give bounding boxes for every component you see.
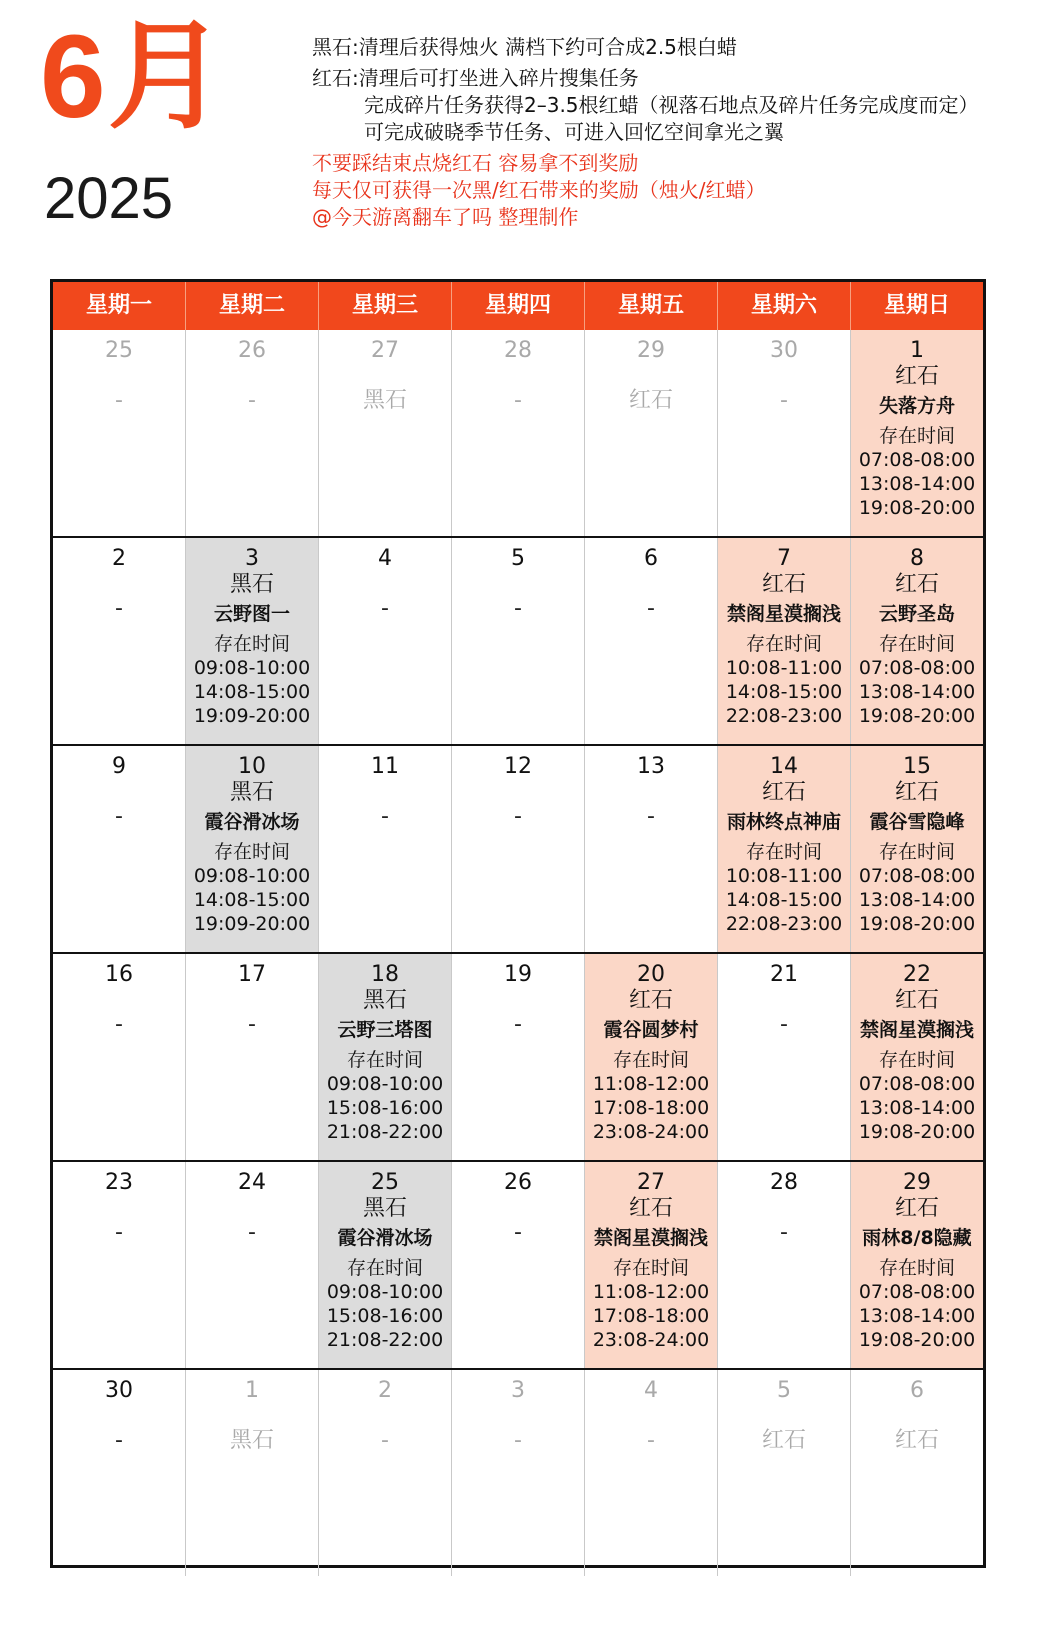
day-cell: [452, 330, 585, 536]
day-cell: [319, 1162, 452, 1368]
day-number: 8: [910, 546, 924, 571]
day-number: 16: [105, 962, 133, 987]
shard-type: 红石: [761, 572, 806, 597]
weekday-header: [53, 282, 983, 330]
day-cell: [186, 538, 319, 744]
empty-marker: -: [115, 1428, 123, 1453]
day-number: 25: [105, 338, 133, 363]
shard-type: 红石: [761, 1428, 806, 1453]
time-slot: 22:08-23:00: [725, 913, 843, 935]
note-red-stone-extra: 可完成破晓季节任务、可进入回忆空间拿光之翼: [364, 120, 784, 144]
shard-type: 红石: [894, 780, 939, 805]
weekday-label: 星期三: [319, 282, 452, 330]
time-slot: 15:08-16:00: [326, 1097, 444, 1119]
empty-marker: -: [115, 804, 123, 829]
shard-location: 霞谷滑冰场: [204, 811, 300, 833]
empty-marker: -: [514, 388, 522, 413]
day-cell: [585, 1370, 718, 1576]
day-cell: [53, 330, 186, 536]
day-cell: [718, 538, 851, 744]
weekday-label: 星期二: [186, 282, 319, 330]
day-number: 18: [371, 962, 399, 987]
day-cell: [585, 954, 718, 1160]
day-cell: [53, 954, 186, 1160]
day-number: 5: [511, 546, 525, 571]
day-cell: [851, 538, 983, 744]
day-number: 20: [637, 962, 665, 987]
day-number: 2: [112, 546, 126, 571]
weekday-label: 星期一: [53, 282, 186, 330]
empty-marker: -: [381, 804, 389, 829]
day-number: 1: [910, 338, 924, 363]
empty-marker: -: [248, 1220, 256, 1245]
shard-type: 黑石: [229, 572, 274, 597]
time-slot: 09:08-10:00: [326, 1073, 444, 1095]
time-label: 存在时间: [878, 1049, 955, 1071]
empty-marker: -: [381, 1428, 389, 1453]
empty-marker: -: [115, 1220, 123, 1245]
day-cell: [851, 1370, 983, 1576]
day-cell: [851, 330, 983, 536]
day-number: 19: [504, 962, 532, 987]
day-number: 22: [903, 962, 931, 987]
day-number: 27: [371, 338, 399, 363]
time-label: 存在时间: [878, 633, 955, 655]
shard-type: 红石: [628, 988, 673, 1013]
day-cell: [585, 538, 718, 744]
notes-block: [312, 34, 979, 231]
shard-location: 失落方舟: [878, 395, 955, 417]
empty-marker: -: [780, 1012, 788, 1037]
day-cell: [319, 746, 452, 952]
shard-type: 黑石: [229, 1428, 274, 1453]
shard-location: 云野图一: [213, 603, 290, 625]
time-slot: 15:08-16:00: [326, 1305, 444, 1327]
time-slot: 21:08-22:00: [326, 1121, 444, 1143]
day-number: 4: [644, 1378, 658, 1403]
shard-location: 禁阁星漠搁浅: [726, 603, 841, 625]
calendar-weeks: [53, 330, 983, 1576]
time-label: 存在时间: [213, 841, 290, 863]
time-slot: 09:08-10:00: [326, 1281, 444, 1303]
note-black-stone: 黑石:清理后获得烛火 满档下约可合成2.5根白蜡: [312, 35, 737, 59]
time-label: 存在时间: [612, 1257, 689, 1279]
day-number: 27: [637, 1170, 665, 1195]
time-slot: 10:08-11:00: [725, 657, 843, 679]
shard-type: 红石: [894, 1428, 939, 1453]
day-number: 28: [504, 338, 532, 363]
time-slot: 19:08-20:00: [858, 497, 976, 519]
time-slot: 22:08-23:00: [725, 705, 843, 727]
time-label: 存在时间: [878, 1257, 955, 1279]
time-slot: 23:08-24:00: [592, 1121, 710, 1143]
day-number: 26: [238, 338, 266, 363]
time-slot: 07:08-08:00: [858, 657, 976, 679]
day-number: 26: [504, 1170, 532, 1195]
shard-type: 红石: [761, 780, 806, 805]
shard-type: 黑石: [362, 1196, 407, 1221]
day-cell: [186, 1162, 319, 1368]
day-number: 23: [105, 1170, 133, 1195]
shard-type: 红石: [628, 388, 673, 413]
time-slot: 19:08-20:00: [858, 1329, 976, 1351]
time-label: 存在时间: [878, 425, 955, 447]
empty-marker: -: [647, 1428, 655, 1453]
note-red-stone: 红石:清理后可打坐进入碎片搜集任务: [312, 66, 639, 90]
time-label: 存在时间: [745, 841, 822, 863]
day-cell: [718, 1370, 851, 1576]
day-cell: [452, 746, 585, 952]
time-slot: 19:09-20:00: [193, 913, 311, 935]
shard-location: 霞谷雪隐峰: [869, 811, 965, 833]
day-number: 2: [378, 1378, 392, 1403]
calendar-week: [53, 1368, 983, 1576]
day-number: 17: [238, 962, 266, 987]
time-slot: 13:08-14:00: [858, 1305, 976, 1327]
shard-type: 红石: [894, 572, 939, 597]
day-cell: [452, 538, 585, 744]
day-number: 28: [770, 1170, 798, 1195]
day-cell: [53, 538, 186, 744]
time-label: 存在时间: [346, 1049, 423, 1071]
weekday-label: 星期五: [585, 282, 718, 330]
calendar-week: [53, 1160, 983, 1368]
day-number: 12: [504, 754, 532, 779]
time-label: 存在时间: [878, 841, 955, 863]
day-number: 6: [644, 546, 658, 571]
time-label: 存在时间: [612, 1049, 689, 1071]
time-slot: 11:08-12:00: [592, 1281, 710, 1303]
shard-type: 红石: [894, 1196, 939, 1221]
time-label: 存在时间: [745, 633, 822, 655]
day-cell: [452, 1370, 585, 1576]
note-credit: @今天游离翻车了吗 整理制作: [312, 205, 579, 229]
month-title: 6月: [40, 11, 228, 143]
note-warning: 不要踩结束点烧红石 容易拿不到奖励: [312, 151, 639, 175]
year-title: 2025: [44, 166, 174, 231]
empty-marker: -: [647, 804, 655, 829]
day-cell: [319, 1370, 452, 1576]
empty-marker: -: [115, 1012, 123, 1037]
time-slot: 19:08-20:00: [858, 705, 976, 727]
time-slot: 07:08-08:00: [858, 1073, 976, 1095]
time-slot: 14:08-15:00: [725, 681, 843, 703]
day-cell: [319, 538, 452, 744]
day-number: 7: [777, 546, 791, 571]
day-number: 3: [511, 1378, 525, 1403]
weekday-label: 星期六: [718, 282, 851, 330]
day-cell: [851, 746, 983, 952]
day-number: 30: [770, 338, 798, 363]
day-cell: [53, 1370, 186, 1576]
day-cell: [851, 1162, 983, 1368]
day-cell: [718, 330, 851, 536]
empty-marker: -: [514, 1012, 522, 1037]
day-number: 11: [371, 754, 399, 779]
empty-marker: -: [514, 804, 522, 829]
time-label: 存在时间: [346, 1257, 423, 1279]
shard-location: 雨林终点神庙: [726, 811, 841, 833]
day-number: 1: [245, 1378, 259, 1403]
note-red-stone-reward: 完成碎片任务获得2–3.5根红蜡（视落石地点及碎片任务完成度而定）: [364, 93, 979, 117]
shard-location: 云野三塔图: [337, 1019, 433, 1041]
day-number: 13: [637, 754, 665, 779]
note-daily-limit: 每天仅可获得一次黑/红石带来的奖励（烛火/红蜡）: [312, 178, 766, 202]
day-cell: [585, 746, 718, 952]
day-cell: [851, 954, 983, 1160]
time-slot: 14:08-15:00: [193, 889, 311, 911]
day-cell: [452, 1162, 585, 1368]
empty-marker: -: [115, 388, 123, 413]
empty-marker: -: [514, 1428, 522, 1453]
time-slot: 09:08-10:00: [193, 657, 311, 679]
day-number: 21: [770, 962, 798, 987]
empty-marker: -: [115, 596, 123, 621]
day-number: 4: [378, 546, 392, 571]
time-slot: 10:08-11:00: [725, 865, 843, 887]
empty-marker: -: [647, 596, 655, 621]
shard-location: 禁阁星漠搁浅: [593, 1227, 708, 1249]
time-slot: 21:08-22:00: [326, 1329, 444, 1351]
day-number: 6: [910, 1378, 924, 1403]
empty-marker: -: [248, 388, 256, 413]
shard-type: 黑石: [362, 988, 407, 1013]
shard-type: 红石: [894, 988, 939, 1013]
time-slot: 19:08-20:00: [858, 913, 976, 935]
day-cell: [53, 746, 186, 952]
calendar-week: [53, 536, 983, 744]
time-slot: 13:08-14:00: [858, 889, 976, 911]
day-number: 5: [777, 1378, 791, 1403]
weekday-label: 星期日: [883, 293, 950, 318]
time-slot: 07:08-08:00: [858, 1281, 976, 1303]
shard-type: 黑石: [229, 780, 274, 805]
day-cell: [186, 1370, 319, 1576]
day-number: 24: [238, 1170, 266, 1195]
time-slot: 23:08-24:00: [592, 1329, 710, 1351]
empty-marker: -: [514, 1220, 522, 1245]
calendar-week: [53, 330, 983, 536]
day-cell: [319, 954, 452, 1160]
day-number: 29: [637, 338, 665, 363]
day-cell: [319, 330, 452, 536]
time-slot: 07:08-08:00: [858, 449, 976, 471]
shard-type: 红石: [628, 1196, 673, 1221]
day-number: 29: [903, 1170, 931, 1195]
day-number: 25: [371, 1170, 399, 1195]
day-number: 3: [245, 546, 259, 571]
shard-location: 禁阁星漠搁浅: [859, 1019, 974, 1041]
empty-marker: -: [780, 388, 788, 413]
day-cell: [585, 1162, 718, 1368]
day-number: 10: [238, 754, 266, 779]
empty-marker: -: [514, 596, 522, 621]
shard-type: 红石: [894, 364, 939, 389]
day-number: 9: [112, 754, 126, 779]
empty-marker: -: [248, 1012, 256, 1037]
time-slot: 17:08-18:00: [592, 1305, 710, 1327]
weekday-label: 星期四: [452, 282, 585, 330]
day-cell: [452, 954, 585, 1160]
time-label: 存在时间: [213, 633, 290, 655]
time-slot: 19:08-20:00: [858, 1121, 976, 1143]
empty-marker: -: [381, 596, 389, 621]
day-cell: [718, 746, 851, 952]
shard-location: 霞谷圆梦村: [603, 1019, 699, 1041]
shard-type: 黑石: [362, 388, 407, 413]
calendar-week: [53, 744, 983, 952]
time-slot: 07:08-08:00: [858, 865, 976, 887]
day-cell: [718, 954, 851, 1160]
time-slot: 14:08-15:00: [725, 889, 843, 911]
day-number: 15: [903, 754, 931, 779]
shard-location: 霞谷滑冰场: [337, 1227, 433, 1249]
time-slot: 17:08-18:00: [592, 1097, 710, 1119]
day-cell: [186, 746, 319, 952]
empty-marker: -: [780, 1220, 788, 1245]
day-cell: [186, 954, 319, 1160]
time-slot: 13:08-14:00: [858, 681, 976, 703]
day-cell: [53, 1162, 186, 1368]
day-cell: [718, 1162, 851, 1368]
calendar-week: [53, 952, 983, 1160]
time-slot: 13:08-14:00: [858, 1097, 976, 1119]
shard-location: 云野圣岛: [878, 603, 955, 625]
time-slot: 11:08-12:00: [592, 1073, 710, 1095]
time-slot: 09:08-10:00: [193, 865, 311, 887]
shard-location: 雨林8/8隐藏: [862, 1227, 972, 1249]
day-cell: [186, 330, 319, 536]
time-slot: 13:08-14:00: [858, 473, 976, 495]
time-slot: 14:08-15:00: [193, 681, 311, 703]
time-slot: 19:09-20:00: [193, 705, 311, 727]
day-number: 30: [105, 1378, 133, 1403]
day-number: 14: [770, 754, 798, 779]
day-cell: [585, 330, 718, 536]
calendar-grid: [50, 279, 986, 1568]
